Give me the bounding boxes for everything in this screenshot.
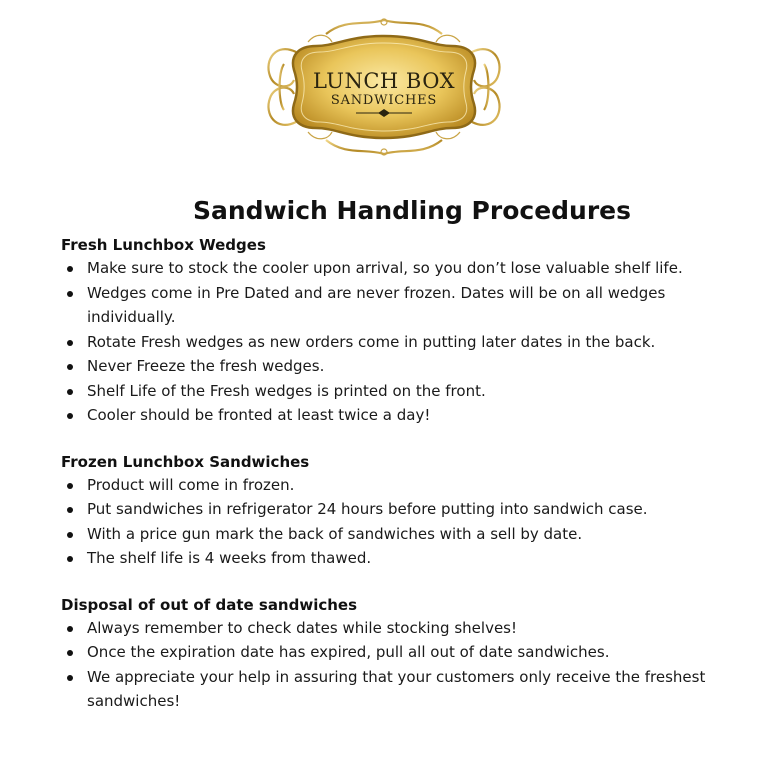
list-item xyxy=(61,616,731,641)
list-item-text: Once the expiration date has expired, pull all out of date sandwiches. xyxy=(87,643,610,661)
bullet-icon xyxy=(67,266,73,272)
list-item-text: The shelf life is 4 weeks from thawed. xyxy=(87,549,372,567)
list-item xyxy=(61,497,731,522)
list-item xyxy=(61,473,731,498)
list-item-text: Rotate Fresh wedges as new orders come in putting later dates in the back. xyxy=(87,332,656,351)
section-spacer xyxy=(61,428,731,451)
bullet-icon xyxy=(67,291,73,297)
bullet-icon xyxy=(67,675,73,681)
list-item-text: Put sandwiches in refrigerator 24 hours before putting into sandwich case. xyxy=(87,500,648,518)
list-item xyxy=(61,403,731,428)
section-frozen-sandwiches xyxy=(61,451,731,571)
section-heading: Disposal of out of date sandwiches xyxy=(61,595,358,614)
section-spacer xyxy=(61,571,731,594)
list-item xyxy=(61,256,731,281)
list-item xyxy=(61,665,731,714)
list-item xyxy=(61,281,731,330)
list-item-text: Always remember to check dates while stocking shelves! xyxy=(87,618,517,637)
bullet-icon xyxy=(67,483,73,489)
list-item-text: We appreciate your help in assuring that your customers only receive the freshest sandwiches! xyxy=(87,667,706,710)
bullet-icon xyxy=(67,650,73,656)
bullet-icon xyxy=(67,389,73,395)
list-item xyxy=(61,546,731,571)
bullet-icon xyxy=(67,532,73,538)
bullet-list xyxy=(61,473,731,571)
page-title: Sandwich Handling Procedures xyxy=(192,196,632,225)
list-item-text: Product will come in frozen. xyxy=(87,475,295,494)
lunch-box-logo xyxy=(256,12,512,162)
section-disposal xyxy=(61,594,731,714)
list-item-text: Cooler should be fronted at least twice a day! xyxy=(87,406,431,424)
logo-line-2: SANDWICHES xyxy=(330,93,438,108)
bullet-icon xyxy=(67,413,73,419)
list-item-text: Wedges come in Pre Dated and are never frozen. Dates will be on all wedges individually. xyxy=(87,283,666,326)
list-item xyxy=(61,330,731,355)
list-item xyxy=(61,379,731,404)
logo-line-1: LUNCH BOX xyxy=(312,69,456,93)
bullet-icon xyxy=(67,556,73,562)
bullet-icon xyxy=(67,340,73,346)
bullet-icon xyxy=(67,507,73,513)
list-item-text: Never Freeze the fresh wedges. xyxy=(87,357,325,375)
bullet-icon xyxy=(67,364,73,370)
procedures-content xyxy=(61,234,731,714)
list-item xyxy=(61,640,731,665)
bullet-icon xyxy=(67,626,73,632)
bullet-list xyxy=(61,256,731,428)
list-item-text: With a price gun mark the back of sandwiches with a sell by date. xyxy=(87,524,583,543)
section-fresh-wedges xyxy=(61,234,731,428)
list-item xyxy=(61,522,731,547)
list-item-text: Shelf Life of the Fresh wedges is printed on the front. xyxy=(87,381,486,400)
list-item-text: Make sure to stock the cooler upon arrival, so you don’t lose valuable shelf life. xyxy=(87,259,683,277)
section-heading: Frozen Lunchbox Sandwiches xyxy=(61,452,310,471)
section-heading: Fresh Lunchbox Wedges xyxy=(61,236,266,254)
list-item xyxy=(61,354,731,379)
logo-emblem xyxy=(256,12,512,162)
bullet-list xyxy=(61,616,731,714)
